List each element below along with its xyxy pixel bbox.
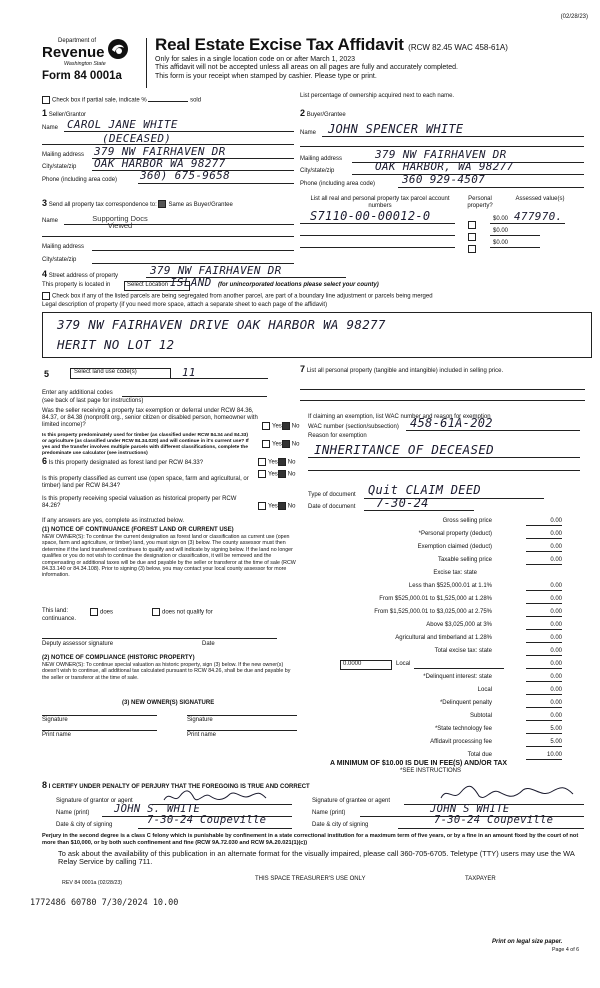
reason-label: Reason for exemption (308, 433, 367, 439)
wac-number[interactable]: 458-61A-202 (410, 416, 493, 430)
reason-line-2[interactable] (308, 470, 580, 471)
buyer-mailing-label: Mailing address (300, 156, 343, 162)
section-number-1: 1 (42, 108, 48, 118)
additional-codes-line[interactable] (122, 396, 267, 397)
seller-phone-line (138, 183, 294, 184)
agency-line1: Department of (58, 38, 97, 44)
band-label-4: Above $3,025,000 at 3% (426, 622, 492, 628)
tax-value-gross[interactable]: 0.00 (526, 518, 562, 526)
treasurer-use: THIS SPACE TREASURER'S USE ONLY (255, 876, 366, 882)
buyer-city-label: City/state/zip (300, 168, 335, 174)
location-written: ISLAND (170, 276, 212, 289)
seller-name-2: (DECEASED) (102, 132, 172, 145)
property-section (42, 264, 592, 368)
q-exemption-yes[interactable] (262, 422, 270, 430)
personal-line-1[interactable] (300, 389, 585, 390)
land-use-line (168, 378, 268, 379)
tax2-label-2: Local (477, 687, 492, 693)
buyer-section (300, 110, 590, 196)
local-line (414, 661, 504, 669)
notice2-body: NEW OWNER(S): To continue special valuation as historic property, sign (3) below. If the new owner(s) doesn't wish to continue, all additional tax calculated pursuant to RCW 84.26, shall be due and payable by the seller or transferor at the time of sale. (42, 662, 291, 681)
local-rate-box[interactable]: 0.0000 (340, 660, 392, 670)
q-forest-answers: Yes No (258, 458, 295, 467)
land-use-written: 11 (182, 366, 196, 379)
legal-label: Legal description of property (if you need more space, attach a separate sheet to each page of the affidavit) (42, 302, 328, 308)
section-number-4: 4 (42, 269, 48, 279)
header-text (155, 35, 585, 81)
section-number-2: 2 (300, 108, 306, 118)
section-number-7: 7 (300, 364, 306, 374)
page-marker: (02/28/23) (560, 14, 588, 20)
corr-mailing-label: Mailing address (42, 244, 85, 250)
owner-print-label-2: Print name (187, 732, 217, 738)
owner-sig-label-2: Signature (187, 717, 213, 723)
print-legal-note: Print on legal size paper. (492, 939, 563, 945)
buyer-phone-label: Phone (including area code) (300, 181, 376, 187)
buyer-name2-line (300, 146, 584, 147)
q-forest: Is this property designated as forest land per RCW 84.33? (48, 460, 204, 466)
street-address[interactable]: 379 NW FAIRHAVEN DR (150, 264, 282, 277)
parcel-col-assessed: Assessed value(s) (515, 196, 565, 202)
perjury-notice: Perjury in the second degree is a class C felony which is punishable by confinement in a state correctional institution for a maximum term of five years, or by a fine in an amount fixed by the court of not more than $10,000, or by both such confinement and fine (RCW 9A.72.030 and RCW 9A.20.021(1)(c)) (42, 833, 579, 846)
doc-type-label: Type of document (308, 492, 356, 498)
header-note-1: Only for sales in a single location code on or after March 1, 2023 (155, 56, 355, 63)
buyer-phone-line (398, 187, 584, 188)
partial-sale-label: Check box if partial sale, indicate % (52, 97, 147, 104)
tax-label-personal: *Personal property (deduct) (418, 531, 492, 537)
seller-name-label: Name (42, 125, 59, 131)
notice3-title: (3) NEW OWNER(S) SIGNATURE (122, 700, 215, 706)
segregated-label: Check box if any of the listed parcels are being segregated from another parcel, are part of a boundary line adjustment or parcels being merged (52, 293, 433, 300)
section-number-6: 6 (42, 456, 48, 466)
assessed-line-1 (490, 223, 565, 224)
doc-date-line (364, 510, 474, 511)
correspondence-section (42, 200, 297, 270)
legal-description-box[interactable] (42, 312, 592, 358)
corr-city-label: City/state/zip (42, 257, 77, 263)
q-current-use-answers: Yes No (258, 470, 295, 479)
owner-print-line-1[interactable] (42, 730, 157, 731)
tax2-value-3[interactable]: 0.00 (526, 700, 562, 708)
supporting-docs-stamp: Supporting Docs Viewed (92, 214, 148, 230)
land-does-row: does (90, 608, 113, 617)
parcel-line-1 (300, 223, 455, 224)
q-timber-no[interactable] (282, 440, 290, 448)
section-number-3: 3 (42, 198, 48, 208)
tax-value-exemption[interactable]: 0.00 (526, 544, 562, 552)
buyer-mailing[interactable]: 379 NW FAIRHAVEN DR (375, 148, 507, 161)
land-does-not-row: does not qualify for (152, 608, 213, 617)
grantee-name[interactable]: JOHN S WHITE (430, 803, 510, 815)
tax2-label-1: *Delinquent interest: state (423, 674, 492, 680)
parcel-line-2[interactable] (300, 235, 455, 236)
grantee-date-line (398, 828, 584, 829)
form-title: Real Estate Excise Tax Affidavit (155, 35, 404, 54)
grantee-date-label: Date & city of signing (312, 822, 369, 828)
band-label-3: From $1,525,000.01 to $3,025,000 at 2.75% (374, 609, 492, 615)
band-label-5: Agricultural and timberland at 1.28% (395, 635, 492, 641)
parcel-account-1[interactable]: S7110-00-00012-0 (310, 209, 431, 223)
corr-name-label: Name (42, 218, 59, 224)
location-label: This property is located in (42, 282, 111, 288)
revenue-logo-icon (107, 38, 129, 60)
grantor-sig-label: Signature of grantor or agent (56, 798, 133, 804)
buyer-name[interactable]: JOHN SPENCER WHITE (328, 122, 464, 136)
agency-name: Revenue (42, 44, 105, 62)
form-title-ref: (RCW 82.45 WAC 458-61A) (408, 43, 508, 52)
grantor-date-line (138, 828, 292, 829)
minimum-note: A MINIMUM OF $10.00 IS DUE IN FEE(S) AND/OR TAX (330, 760, 508, 767)
tax2-value-4[interactable]: 0.00 (526, 713, 562, 721)
grantor-date[interactable]: 7-30-24 Coupeville (147, 814, 267, 826)
exemption-reason[interactable]: INHERITANCE OF DECEASED (314, 442, 494, 457)
section7 (300, 364, 590, 510)
location-note: (for unincorporated locations please select your county) (218, 282, 379, 288)
same-as-buyer-label: Same as Buyer/Grantee (168, 202, 233, 208)
corr-mailing-line[interactable] (92, 250, 294, 251)
section-number-5: 5 (44, 369, 50, 379)
doc-date[interactable]: 7-30-24 (376, 496, 429, 510)
tax-calculation (300, 518, 562, 794)
parcel-col-accounts: List all real and personal property tax parcel account numbers (310, 196, 450, 210)
revision-label: REV 84 0001a (02/28/23) (62, 880, 123, 886)
q-exemption: Was the seller receiving a property tax exemption or deferral under RCW 84.36, 84.37, or 84.38 (nonprofit org., senior citizen or disabled person, homeowner with limited income)? (42, 408, 258, 429)
seller-phone-label: Phone (including area code) (42, 177, 118, 183)
owner-sig-label-1: Signature (42, 717, 68, 723)
section-number-8: 8 (42, 780, 48, 790)
grantor-date-label: Date & city of signing (56, 822, 113, 828)
q-exemption-no[interactable] (282, 422, 290, 430)
q-timber-yes[interactable] (262, 440, 270, 448)
excise-state-label: Excise tax: state (433, 570, 477, 576)
partial-sale-percent[interactable] (148, 101, 188, 102)
this-land-label: This land: (42, 608, 69, 614)
tax2-label-6: Affidavit processing fee (430, 739, 492, 745)
reason-line (308, 457, 580, 458)
street-label: Street address of property (48, 273, 119, 279)
seller-city-label: City/state/zip (42, 164, 77, 170)
corr-name-line (64, 224, 294, 225)
band-value-1[interactable]: 0.00 (526, 583, 562, 591)
header-note-2: This affidavit will not be accepted unless all areas on all pages are fully and accurately completed. (155, 64, 458, 72)
band-value-5[interactable]: 0.00 (526, 635, 562, 643)
deputy-label: Deputy assessor signature (42, 641, 114, 647)
band-value-3[interactable]: 0.00 (526, 609, 562, 617)
buyer-city[interactable]: OAK HARBOR, WA 98277 (375, 160, 514, 173)
seller-mailing[interactable]: 379 NW FAIRHAVEN DR (94, 145, 226, 158)
buyer-phone[interactable]: 360 929-4507 (402, 173, 486, 186)
assessed-value-2: $0.00 (493, 228, 509, 234)
segregated-row (42, 292, 433, 301)
seller-mailing-label: Mailing address (42, 152, 85, 158)
band-label-2: From $525,000.01 to $1,525,000 at 1.28% (379, 596, 492, 602)
partial-sale-row (42, 96, 201, 105)
owner-print-label-1: Print name (42, 732, 72, 738)
grantee-date[interactable]: 7-30-24 Coupeville (434, 814, 554, 826)
band-label-6: Total excise tax: state (434, 648, 492, 654)
tax2-label-5: *State technology fee (434, 726, 492, 732)
notice1-title: (1) NOTICE OF CONTINUANCE (FOREST LAND OR CURRENT USE) (42, 527, 234, 533)
legal-line-2: HERIT NO LOT 12 (57, 337, 175, 352)
parcel-line-3[interactable] (300, 247, 455, 248)
seller-name: CAROL JANE WHITE (67, 118, 178, 131)
form-number: Form 84 0001a (42, 69, 122, 82)
q-historic-answers: Yes No (258, 502, 295, 511)
q-timber: Is this property predominately used for timber (as classified under RCW 84.34 and 84.33) or agriculture (as classified under RCW 84.34.020) and will continue in it's current use? If yes and the transfer involves multiple parcels with different classifications, complete the predominate use calculator (see instructions) (42, 433, 249, 456)
land-does-checkbox[interactable] (90, 608, 98, 616)
agency-sub: Washington State (64, 61, 106, 68)
partial-sale-checkbox[interactable] (42, 96, 50, 104)
seller-name-line (64, 131, 294, 132)
seller-section (42, 110, 297, 196)
seller-phone[interactable]: 360) 675-9658 (140, 169, 230, 182)
cashier-stamp: 1772486 60780 7/30/2024 10.00 (30, 898, 179, 908)
band-label-1: Less than $525,000.01 at 1.1% (408, 583, 492, 589)
local-label: Local (396, 661, 411, 667)
parcel-table (300, 196, 590, 258)
see-back-label: (see back of last page for instructions) (42, 398, 144, 404)
q-exemption-answers: Yes No (262, 422, 299, 431)
agency-block (42, 38, 142, 82)
local-value[interactable]: 0.00 (526, 661, 562, 669)
segregated-checkbox[interactable] (42, 292, 50, 300)
assessed-line-2 (490, 235, 540, 236)
tax2-label-4: Subtotal (469, 713, 492, 719)
parcel-col-personal: Personal property? (467, 196, 493, 210)
taxpayer-label: TAXPAYER (465, 876, 496, 882)
band-value-4[interactable]: 0.00 (526, 622, 562, 630)
if-yes-note: If any answers are yes, complete as instructed below. (42, 518, 185, 524)
see-instructions: *SEE INSTRUCTIONS (400, 768, 462, 774)
land-use-select[interactable]: Select land use code(s) (70, 368, 171, 379)
seller-city[interactable]: OAK HARBOR WA 98277 (94, 157, 226, 170)
tax-value-taxable[interactable]: 0.00 (526, 557, 562, 565)
q-current-use: Is this property classified as current use (open space, farm and agricultural, or timber) land per RCW 84.34? (42, 476, 249, 490)
owner-sig-line-1[interactable] (42, 715, 157, 716)
buyer-name-label: Name (300, 130, 317, 136)
ownership-note: List percentage of ownership acquired next to each name. (300, 93, 455, 99)
band-value-6[interactable]: 0.00 (526, 648, 562, 656)
notice1-body: NEW OWNER(S): To continue the current designation as forest land or classification as current use (open space, farm and agriculture, or timber) land, you must sign on (3) below. The county assessor must then determine if the land transferred continues to qualify and will indicate by signing below. If the land no longer qualifies or you do not wish to continue the designation or classification, it will be removed and the compensating or additional taxes will be due and payable by the seller or transferor at the time of sale (RCW 84.33.140 or 84.34.108). Prior to signing (3) below, you may contact your local county assessor for more information. (42, 534, 296, 579)
continuance-label: continuance. (42, 616, 77, 622)
assessed-line-3 (490, 247, 540, 248)
personal-line-2[interactable] (300, 400, 585, 401)
partial-sale-sold: sold (190, 97, 202, 104)
header-divider (146, 38, 147, 88)
tax2-value-2[interactable]: 0.00 (526, 687, 562, 695)
owner-print-line-2[interactable] (187, 730, 297, 731)
page-number: Page 4 of 6 (552, 947, 580, 953)
tax2-value-7[interactable]: 10.00 (526, 752, 562, 760)
tax-value-personal[interactable]: 0.00 (526, 531, 562, 539)
grantor-name[interactable]: JOHN S. WHITE (114, 803, 201, 815)
q-historic: Is this property receiving special valuation as historical property per RCW 84.26? (42, 496, 237, 510)
deputy-date-label: Date (202, 641, 215, 647)
buyer-name-line (322, 136, 584, 137)
tax2-label-3: *Delinquent penalty (439, 700, 492, 706)
additional-codes-label: Enter any additional codes (42, 390, 113, 396)
notice2-title: (2) NOTICE OF COMPLIANCE (HISTORIC PROPERTY) (42, 655, 195, 661)
q-timber-answers: Yes No (262, 440, 299, 449)
tax-label-gross: Gross selling price (442, 518, 492, 524)
grantee-sig-label: Signature of grantee or agent (312, 798, 391, 804)
land-does-not-checkbox[interactable] (152, 608, 160, 616)
alternate-format-notice: To ask about the availability of this publication in an alternate format for the visually impaired, please call 360-705-6705. Teletype (TTY) users may use the WA Relay Service by calling 711. (58, 849, 575, 867)
exemption-label: If claiming an exemption, list WAC number and reason for exemption (308, 414, 491, 420)
location-select[interactable]: Select Location (124, 281, 190, 291)
certify-text: I CERTIFY UNDER PENALTY OF PERJURY THAT THE FOREGOING IS TRUE AND CORRECT (48, 784, 310, 790)
same-as-buyer-checkbox[interactable] (158, 200, 166, 208)
grantee-name-label: Name (print) (312, 810, 346, 816)
wac-label: WAC number (section/subsection) (308, 424, 399, 430)
deputy-line[interactable] (42, 638, 277, 639)
doc-date-label: Date of document (308, 504, 356, 510)
tax2-value-5[interactable]: 5.00 (526, 726, 562, 734)
tax2-value-6[interactable]: 5.00 (526, 739, 562, 747)
grantor-name-label: Name (print) (56, 810, 90, 816)
tax2-label-7: Total due (467, 752, 492, 758)
correspondence-label: Send all property tax correspondence to: (48, 202, 157, 208)
assessed-value-3: $0.00 (493, 240, 509, 246)
buyer-heading: Buyer/Grantee (306, 112, 346, 118)
owner-sig-line-2[interactable] (187, 715, 297, 716)
tax2-value-1[interactable]: 0.00 (526, 674, 562, 682)
tax-label-exemption: Exemption claimed (deduct) (417, 544, 492, 550)
assessed-value-1: $0.00 (493, 216, 509, 222)
wac-line (406, 430, 580, 431)
seller-heading: Seller/Grantor (48, 112, 87, 118)
personal-checkbox-3[interactable] (468, 240, 478, 258)
corr-name2-line (42, 236, 294, 237)
personal-property-label: List all personal property (tangible and intangible) included in selling price. (306, 368, 504, 374)
legal-line-1: 379 NW FAIRHAVEN DRIVE OAK HARBOR WA 98277 (57, 317, 386, 332)
tax-label-taxable: Taxable selling price (437, 557, 492, 563)
assessed-written-1: 477970. (514, 210, 563, 223)
band-value-2[interactable]: 0.00 (526, 596, 562, 604)
header-note-3: This form is your receipt when stamped by cashier. Please type or print. (155, 72, 377, 80)
doc-type[interactable]: Quit CLAIM DEED (368, 483, 481, 497)
